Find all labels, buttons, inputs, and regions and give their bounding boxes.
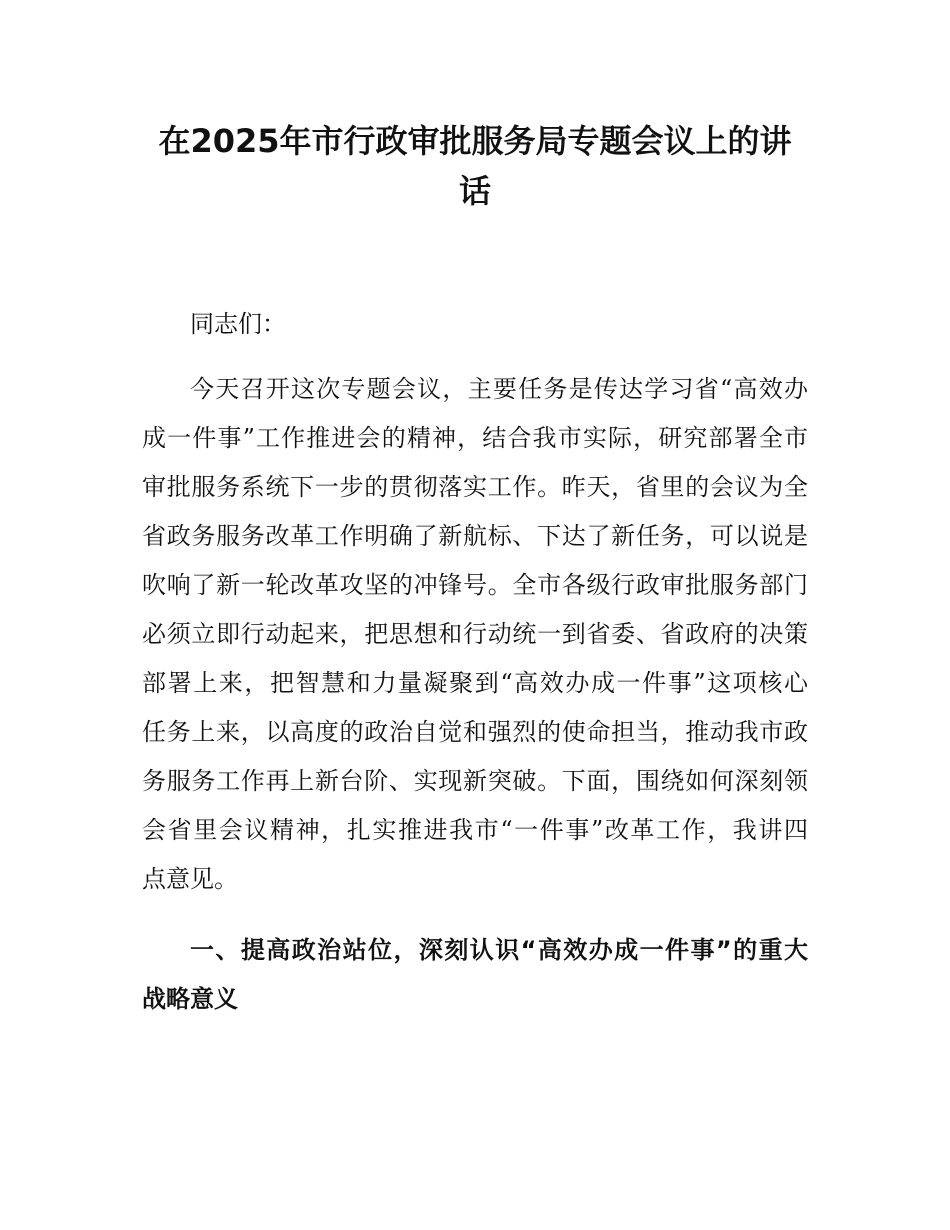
intro-line: 务服务工作再上新台阶、实现新突破。下面，围绕如何深刻领 [142,767,808,795]
section-heading-1 [142,926,808,1024]
intro-line: 点意见。 [142,865,238,893]
intro-line: 省政务服务改革工作明确了新航标、下达了新任务，可以说是 [142,522,808,550]
intro-line: 今天召开这次专题会议，主要任务是传达学习省“高效办 [190,375,808,403]
intro-line: 审批服务系统下一步的贯彻落实工作。昨天，省里的会议为全 [142,473,808,501]
title-line: 话 [458,172,491,210]
intro-line: 部署上来，把智慧和力量凝聚到“高效办成一件事”这项核心 [142,669,808,697]
intro-line: 吹响了新一轮改革攻坚的冲锋号。全市各级行政审批服务部门 [142,571,808,599]
title-line: 在2025年市行政审批服务局专题会议上的讲 [158,122,792,160]
salutation-paragraph [142,300,808,349]
heading-line: 一、提高政治站位，深刻认识“高效办成一件事”的重大 [190,936,808,964]
heading-line: 战略意义 [142,985,238,1013]
intro-line: 会省里会议精神，扎实推进我市“一件事”改革工作，我讲四 [142,816,808,844]
intro-line: 成一件事”工作推进会的精神，结合我市实际，研究部署全市 [142,424,808,452]
intro-line: 任务上来，以高度的政治自觉和强烈的使命担当，推动我市政 [142,718,808,746]
intro-paragraph [142,365,808,904]
salutation: 同志们： [190,310,286,338]
intro-line: 必须立即行动起来，把思想和行动统一到省委、省政府的决策 [142,620,808,648]
document-title [130,116,820,216]
